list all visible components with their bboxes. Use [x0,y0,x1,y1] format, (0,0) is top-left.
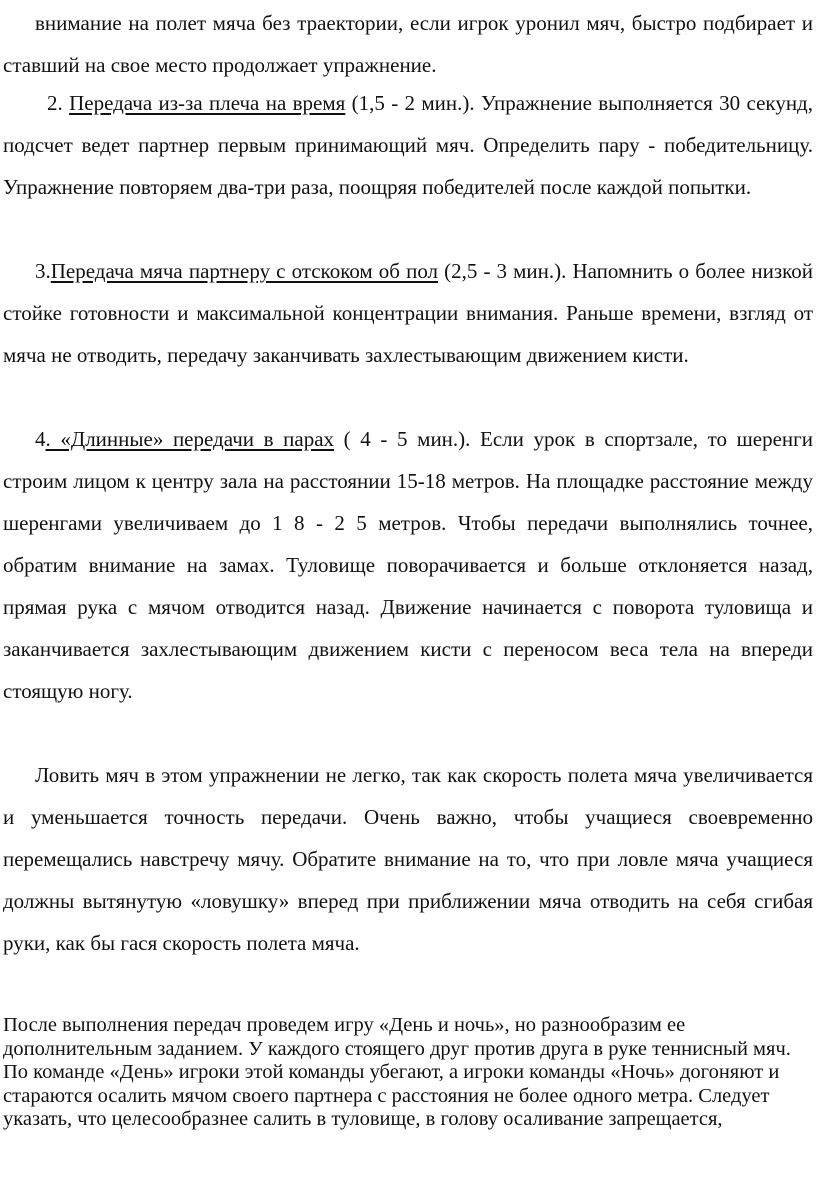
paragraph-continuation [3,2,813,86]
paragraph-text: внимание на полет мяча без траектории, если игрок уронил мяч, быстро подбирает и ставший на свое место продолжает упражнение. [3,11,813,77]
paragraph-exercise-3 [3,250,813,376]
exercise-number: 2. [47,91,70,115]
paragraph-exercise-4 [3,418,813,712]
exercise-title: Передача мяча партнеру с отскоком об пол [50,259,439,283]
exercise-title: Передача из-за плеча на время [69,91,346,115]
paragraph-text: Ловить мяч в этом упражнении не легко, так как скорость полета мяча увеличивается и уменьшается точность передачи. Очень важно, чтобы учащиеся своевременно перемещались навстречу мячу. Обратите внимание на то, что при ловле мяча учащиеся должны вытянутую «ловушку» вперед при приближении мяча отводить на себя сгибая руки, как бы гася скорость полета мяча. [3,763,813,955]
paragraph-exercise-2 [3,82,813,208]
exercise-number: 3. [35,259,51,283]
paragraph-text: (1,5 - 2 мин.). Упражнение выполняется 30 секунд, подсчет ведет партнер первым принимающий мяч. Определить пару - победительницу. Упражнение повторяем два-три раза, поощряя победителей после каждой попытки. [3,91,813,199]
paragraph-catching [3,754,813,964]
paragraph-text: (2,5 - 3 мин.). Напомнить о более низкой стойке готовности и максимальной концентрации внимания. Раньше времени, взгляд от мяча не отводить, передачу заканчивать захлестывающим движением кисти. [3,259,813,367]
exercise-title: . «Длинные» передачи в парах [45,427,335,451]
exercise-number: 4 [35,427,46,451]
paragraph-text: После выполнения передач проведем игру «День и ночь», но разнообразим ее дополнительным заданием. У каждого стоящего друг против друга в руке теннисный мяч. По команде «День» игроки этой команды убегают, а игроки команды «Ночь» догоняют и стараются осалить мячом своего партнера с расстояния не более одного метра. Следует указать, что целесообразнее салить в туловище, в голову осаливание запрещается, [3,1014,791,1130]
paragraph-game [3,1014,813,1132]
paragraph-text: ( 4 - 5 мин.). Если урок в спортзале, то шеренги строим лицом к центру зала на расстоянии 15-18 метров. На площадке расстояние между шеренгами увеличиваем до 1 8 - 2 5 метров. Чтобы передачи выполнялись точнее, обратим внимание на замах. Туловище поворачивается и больше отклоняется назад, прямая рука с мячом отводится назад. Движение начинается с поворота туловища и заканчивается захлестывающим движением кисти с переносом веса тела на впереди стоящую ногу. [3,427,814,703]
